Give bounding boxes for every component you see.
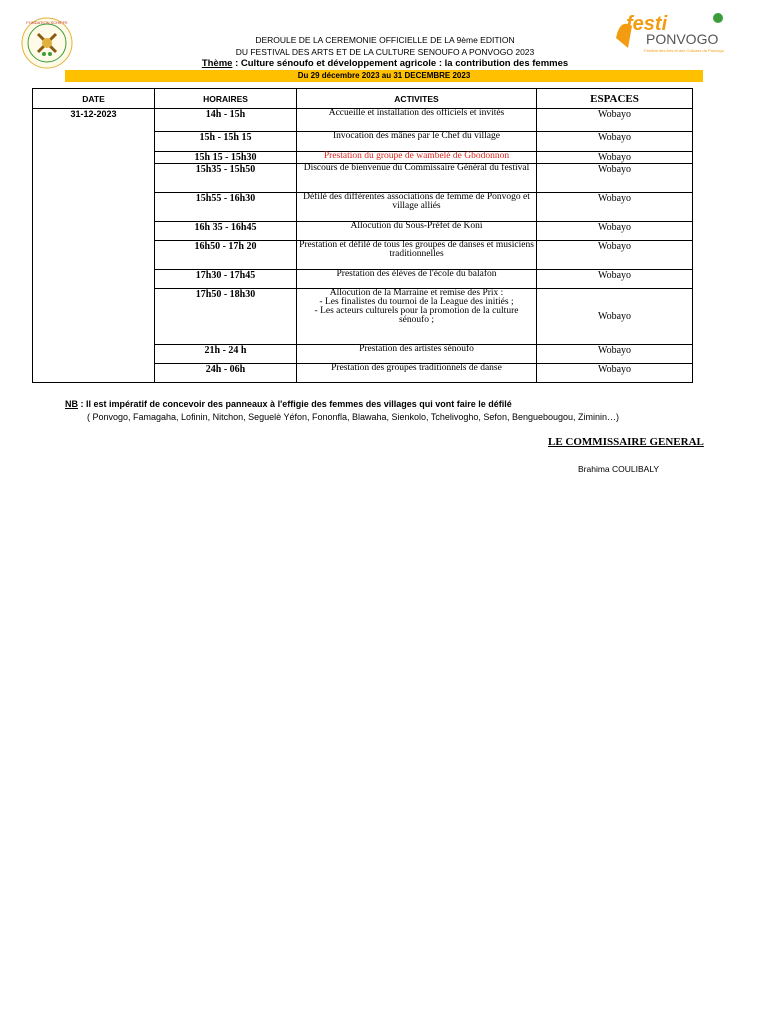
activity-cell: Allocution du Sous-Préfet de Koni — [297, 222, 537, 241]
note-paragraph — [65, 398, 705, 424]
table-header-row — [33, 89, 693, 109]
note-separator: : — [78, 399, 86, 409]
festi-ponvogo-logo — [612, 8, 732, 56]
time-cell: 15h 15 - 15h30 — [155, 152, 297, 164]
date-cell: 31-12-2023 — [33, 109, 155, 383]
header-date: DATE — [33, 89, 155, 109]
date-range-band: Du 29 décembre 2023 au 31 DECEMBRE 2023 — [65, 70, 703, 82]
time-cell: 15h55 - 16h30 — [155, 193, 297, 222]
space-cell: Wobayo — [537, 109, 693, 132]
space-cell: Wobayo — [537, 132, 693, 152]
space-cell: Wobayo — [537, 270, 693, 289]
space-cell: Wobayo — [537, 222, 693, 241]
activity-cell: Prestation des artistes sénoufo — [297, 345, 537, 364]
list-item: - Les finalistes du tournoi de la League des initiés ; — [299, 298, 534, 307]
header-line-2: DU FESTIVAL DES ARTS ET DE LA CULTURE SENOUFO A PONVOGO 2023 — [235, 47, 535, 57]
activity-cell: Défilé des différentes associations de femme de Ponvogo et village alliés — [297, 193, 537, 222]
activity-cell: Prestation du groupe de wambelé de Gbodonnon — [297, 152, 537, 164]
space-cell: Wobayo — [537, 193, 693, 222]
theme-separator: : — [232, 58, 241, 69]
schedule-table — [32, 88, 693, 383]
note-label: NB — [65, 399, 78, 409]
space-cell: Wobayo — [537, 241, 693, 270]
note-text: Il est impératif de concevoir des panneaux à l'effigie des femmes des villages qui vont faire le défilé — [86, 399, 512, 409]
activity-cell: Discours de bienvenue du Commissaire Général du festival — [297, 164, 537, 193]
theme-text: Culture sénoufo et développement agricole : la contribution des femmes — [240, 58, 569, 69]
header-espaces: ESPACES — [537, 89, 693, 109]
time-cell: 24h - 06h — [155, 364, 297, 383]
header-activites: ACTIVITES — [297, 89, 537, 109]
space-cell: Wobayo — [537, 364, 693, 383]
activity-cell: Prestation des élèves de l'école du balafon — [297, 270, 537, 289]
time-cell: 15h35 - 15h50 — [155, 164, 297, 193]
header-line-1: DEROULE DE LA CEREMONIE OFFICIELLE DE LA 9ème EDITION — [255, 35, 515, 45]
time-cell: 16h50 - 17h 20 — [155, 241, 297, 270]
fondation-logo — [20, 16, 74, 70]
theme-line — [150, 58, 620, 70]
time-cell: 16h 35 - 16h45 — [155, 222, 297, 241]
activity-cell: Prestation des groupes traditionnels de danse — [297, 364, 537, 383]
header-horaires: HORAIRES — [155, 89, 297, 109]
svg-text:festi: festi — [626, 13, 668, 35]
document-header — [150, 34, 620, 70]
list-item: - Les acteurs culturels pour la promotion de la culture sénoufo ; — [299, 307, 534, 325]
time-cell: 17h50 - 18h30 — [155, 289, 297, 345]
time-cell: 21h - 24 h — [155, 345, 297, 364]
space-text: Wobayo — [597, 311, 632, 322]
time-cell: 17h30 - 17h45 — [155, 270, 297, 289]
table-row — [33, 109, 693, 132]
svg-text:FONDATION SCHIFFE: FONDATION SCHIFFE — [26, 20, 68, 25]
space-cell: Wobayo — [537, 345, 693, 364]
activity-text: Allocution de la Marraine et remise des Prix : — [329, 288, 504, 298]
space-cell — [537, 289, 693, 345]
svg-text:Festival des Arts et des Cultu: Festival des Arts et des Cultures de Ponvogo — [644, 48, 724, 53]
note-places: ( Ponvogo, Famagaha, Lofinin, Nitchon, Seguelè Yéfon, Fononfla, Blawaha, Sienkolo, Tchelivogho, Sefon, Benguebougou, Ziminin…) — [87, 412, 620, 422]
prize-list — [299, 298, 534, 325]
time-cell: 14h - 15h — [155, 109, 297, 132]
space-cell: Wobayo — [537, 164, 693, 193]
signatory-name: Brahima COULIBALY — [578, 464, 660, 474]
activity-cell: Invocation des mânes par le Chef du village — [297, 132, 537, 152]
time-cell: 15h - 15h 15 — [155, 132, 297, 152]
svg-text:PONVOGO: PONVOGO — [646, 31, 719, 47]
activity-cell: Accueille et installation des officiels et invités — [297, 109, 537, 132]
signatory-title: LE COMMISSAIRE GENERAL — [548, 436, 704, 448]
theme-label: Thème — [201, 58, 233, 69]
activity-cell: Prestation et défilé de tous les groupes de danses et musiciens traditionnelles — [297, 241, 537, 270]
space-cell: Wobayo — [537, 152, 693, 164]
activity-cell — [297, 289, 537, 345]
